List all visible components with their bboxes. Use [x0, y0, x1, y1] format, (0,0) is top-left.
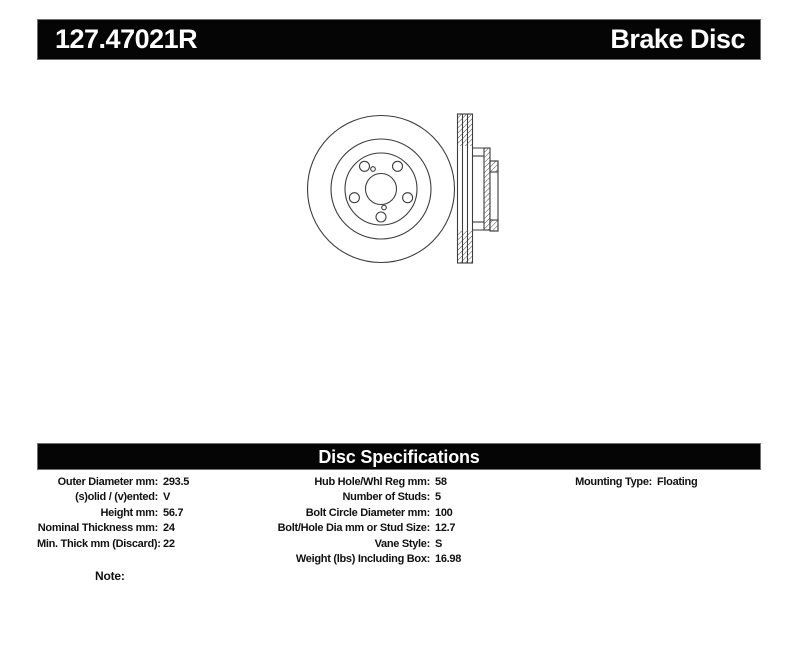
- front-view: [308, 116, 455, 263]
- disc-outer-edge: [308, 116, 455, 263]
- rotor-hatch-bottom: [458, 231, 473, 263]
- rotor-hatch-top: [458, 114, 473, 146]
- spec-value: 16.98: [435, 552, 462, 565]
- center-bore: [366, 174, 397, 205]
- spec-row-outer-diameter: [37, 475, 263, 490]
- spec-column-right: [517, 475, 761, 490]
- spec-label: Weight (lbs) Including Box:: [295, 552, 430, 565]
- spec-row-height: [37, 506, 263, 521]
- part-number: 127.47021R: [55, 24, 198, 54]
- spec-row-solid-vented: [37, 490, 263, 505]
- spec-column-left: [37, 475, 263, 552]
- spec-label: Height mm:: [100, 506, 158, 519]
- spec-row-hub-hole: [237, 475, 517, 490]
- spec-label: Vane Style:: [374, 537, 430, 550]
- specifications-table: [37, 475, 761, 570]
- spec-value: 100: [435, 506, 453, 519]
- spec-label: (s)olid / (v)ented:: [75, 491, 158, 504]
- flange-hatch-bottom: [490, 220, 498, 231]
- stud-hole: [403, 193, 413, 203]
- spec-label: Mounting Type:: [575, 476, 652, 488]
- side-section-view: [458, 114, 499, 263]
- spec-value: V: [163, 491, 171, 504]
- spec-row-number-of-studs: [237, 490, 517, 505]
- spec-label: Number of Studs:: [342, 491, 430, 504]
- product-name: Brake Disc: [610, 24, 745, 54]
- note-label: Note:: [95, 569, 125, 583]
- spec-row-nominal-thickness: [37, 521, 263, 536]
- spec-row-min-thickness: [37, 537, 263, 552]
- spec-value: 12.7: [435, 522, 456, 535]
- hat-wall-section: [484, 148, 490, 230]
- spec-row-weight: [237, 552, 517, 567]
- spec-label: Bolt Circle Diameter mm:: [305, 506, 430, 519]
- spec-label: Outer Diameter mm:: [57, 476, 158, 488]
- spec-label: Hub Hole/Whl Reg mm:: [314, 476, 430, 488]
- stud-hole: [393, 161, 403, 171]
- spec-row-vane-style: [237, 537, 517, 552]
- rotor-section-outline: [458, 114, 473, 263]
- spec-value: 22: [163, 537, 175, 550]
- spec-value: 293.5: [163, 476, 190, 488]
- spec-column-middle: [237, 475, 517, 567]
- spec-value: S: [435, 537, 443, 550]
- spec-value: 24: [163, 522, 175, 535]
- spec-value: 56.7: [163, 506, 184, 519]
- spec-row-mounting-type: [517, 475, 761, 490]
- spec-value: Floating: [657, 476, 698, 488]
- stud-hole: [349, 193, 359, 203]
- pin-hole: [371, 167, 376, 172]
- section-title: Disc Specifications: [318, 446, 480, 467]
- pin-hole: [382, 205, 387, 210]
- hub-circle: [345, 153, 417, 225]
- stud-hole: [360, 161, 370, 171]
- header-bar: [37, 19, 761, 60]
- mounting-flange: [490, 161, 498, 231]
- spec-value: 58: [435, 476, 447, 488]
- spec-label: Bolt/Hole Dia mm or Stud Size:: [277, 522, 430, 535]
- spec-row-bolt-hole-dia: [237, 521, 517, 536]
- flange-hatch-top: [490, 161, 498, 172]
- stud-hole: [376, 212, 386, 222]
- spec-label: Nominal Thickness mm:: [37, 522, 158, 535]
- disc-specifications-bar: [37, 443, 761, 470]
- spec-label: Min. Thick mm (Discard):: [37, 537, 161, 550]
- friction-band-inner-edge: [331, 139, 431, 239]
- spec-row-bolt-circle-diameter: [237, 506, 517, 521]
- spec-value: 5: [435, 491, 441, 504]
